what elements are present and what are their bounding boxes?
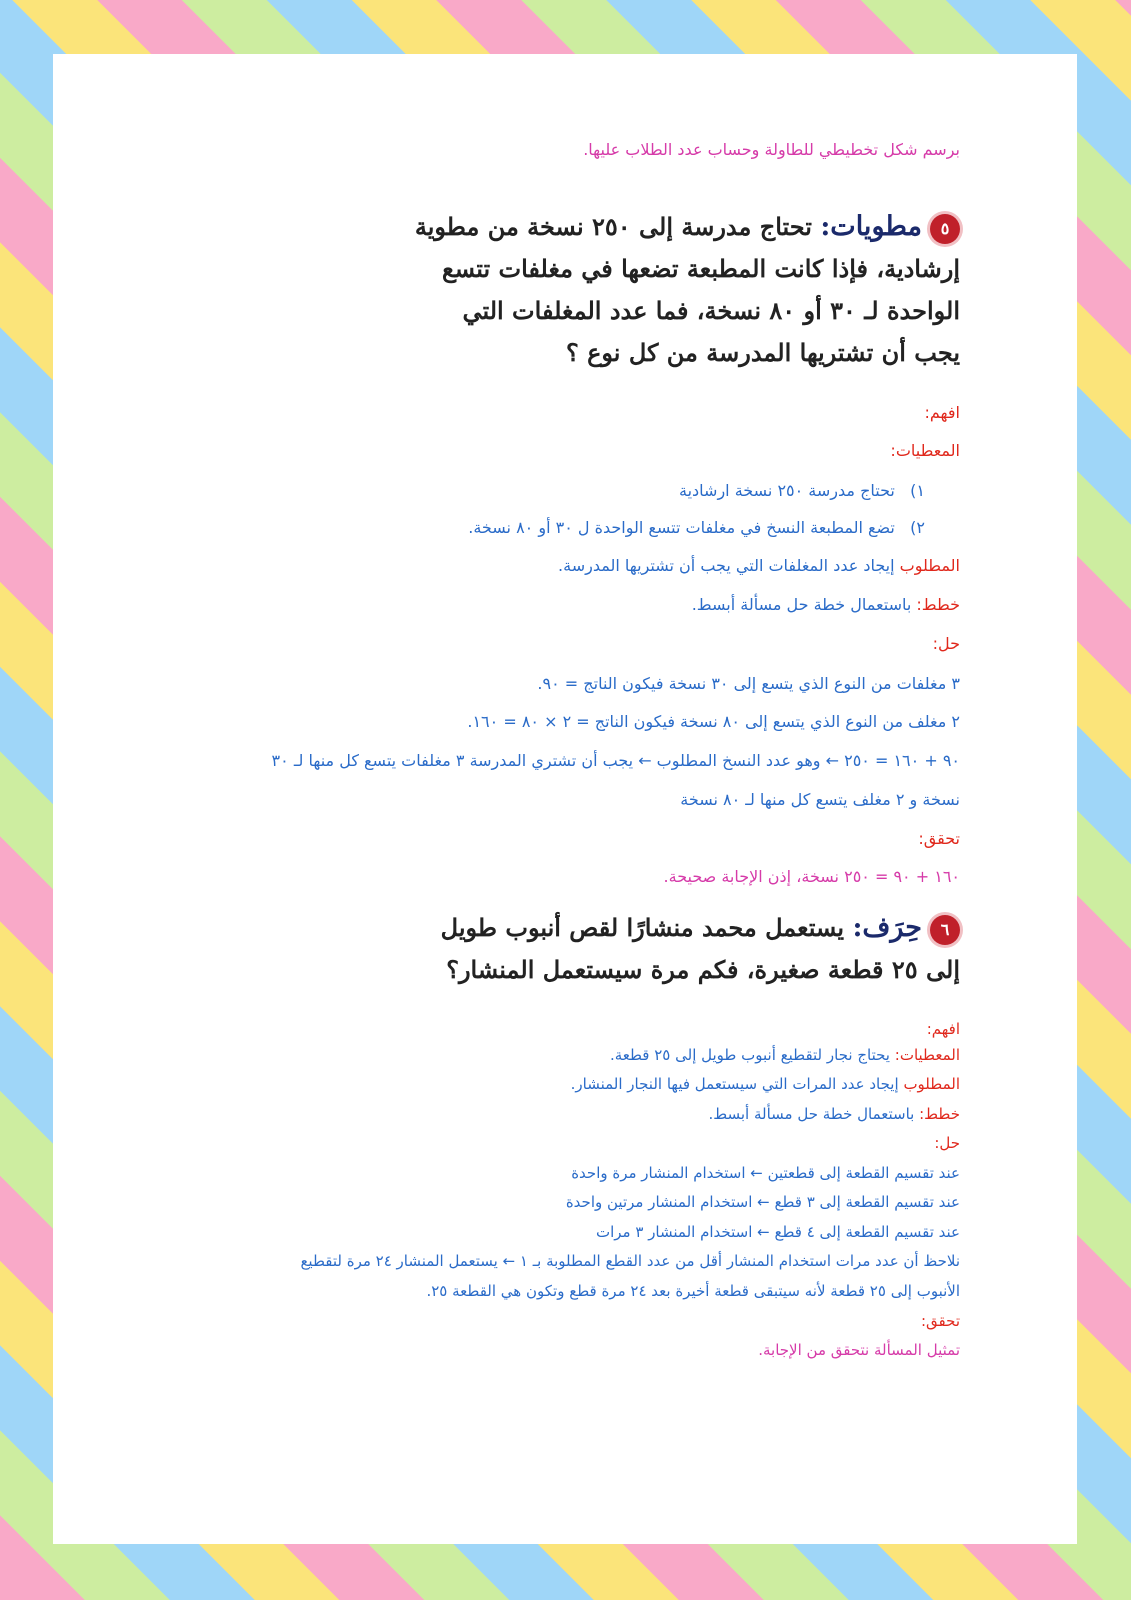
solve-line-6-1: عند تقسيم القطعة إلى قطعتين ← استخدام المنشار مرة واحدة (571, 1164, 960, 1182)
problem-5-line-1: ٥مطويات: تحتاج مدرسة إلى ٢٥٠ نسخة من مطوية (415, 206, 960, 248)
solve-line-6-4: نلاحظ أن عدد مرات استخدام المنشار أقل من عدد القطع المطلوبة بـ ١ ← يستعمل المنشار ٢٤ مرة لتقطيع (300, 1252, 960, 1270)
givens-line-6: المعطيات: يحتاج نجار لتقطيع أنبوب طويل إلى ٢٥ قطعة. (609, 1046, 960, 1064)
problem-6-number: ٦ (930, 915, 960, 945)
intro-line: برسم شكل تخطيطي للطاولة وحساب عدد الطلاب عليها. (583, 140, 960, 159)
problem-5-keyword: مطويات: (820, 211, 922, 242)
problem-6 (441, 907, 960, 991)
plan-line-6: خطط: باستعمال خطة حل مسألة أبسط. (708, 1105, 960, 1123)
understand-label-6: افهم: (926, 1020, 960, 1038)
solve-line-5-1: ٣ مغلفات من النوع الذي يتسع إلى ٣٠ نسخة فيكون الناتج = ٩٠. (537, 674, 960, 693)
solve-line-5-3: ٩٠ + ١٦٠ = ٢٥٠ ← وهو عدد النسخ المطلوب ← يجب أن تشتري المدرسة ٣ مغلفات يتسع كل منها لـ ٣٠ (271, 751, 960, 770)
problem-5-number: ٥ (930, 214, 960, 244)
problem-6-line-1: ٦حِرَف: يستعمل محمد منشارًا لقص أنبوب طويل (441, 907, 960, 949)
check-text-6: تمثيل المسألة نتحقق من الإجابة. (758, 1341, 960, 1359)
problem-5-line-3: الواحدة لـ ٣٠ أو ٨٠ نسخة، فما عدد المغلفات التي (462, 296, 960, 325)
required-line-5: المطلوب إيجاد عدد المغلفات التي يجب أن تشتريها المدرسة. (558, 556, 960, 575)
problem-5-line-4: يجب أن تشتريها المدرسة من كل نوع ؟ (565, 338, 960, 367)
solve-line-6-3: عند تقسيم القطعة إلى ٤ قطع ← استخدام المنشار ٣ مرات (595, 1223, 960, 1241)
solve-label-5: حل: (932, 634, 960, 653)
solve-label-6: حل: (934, 1134, 960, 1152)
given-item-1: ١) تحتاج مدرسة ٢٥٠ نسخة ارشادية (679, 481, 925, 500)
check-label-5: تحقق: (918, 829, 960, 848)
solve-line-6-5: الأنبوب إلى ٢٥ قطعة لأنه سيتبقى قطعة أخيرة بعد ٢٤ مرة قطع وتكون هي القطعة ٢٥. (426, 1282, 960, 1300)
problem-6-keyword: حِرَف: (852, 912, 922, 943)
required-line-6: المطلوب إيجاد عدد المرات التي سيستعمل فيها النجار المنشار. (570, 1075, 960, 1093)
problem-5 (415, 206, 960, 374)
problem-5-line-2: إرشادية، فإذا كانت المطبعة تضعها في مغلفات تتسع (442, 254, 960, 283)
solve-line-5-2: ٢ مغلف من النوع الذي يتسع إلى ٨٠ نسخة فيكون الناتج = ٢ × ٨٠ = ١٦٠. (467, 712, 960, 731)
givens-label-5: المعطيات: (890, 441, 960, 460)
plan-line-5: خطط: باستعمال خطة حل مسألة أبسط. (691, 595, 960, 614)
solve-line-5-4: نسخة و ٢ مغلف يتسع كل منها لـ ٨٠ نسخة (680, 790, 960, 809)
solve-line-6-2: عند تقسيم القطعة إلى ٣ قطع ← استخدام المنشار مرتين واحدة (565, 1193, 960, 1211)
worksheet-page (53, 54, 1077, 1544)
given-item-2: ٢) تضع المطبعة النسخ في مغلفات تتسع الواحدة ل ٣٠ أو ٨٠ نسخة. (468, 518, 925, 537)
problem-6-line-2: إلى ٢٥ قطعة صغيرة، فكم مرة سيستعمل المنشار؟ (446, 955, 960, 984)
check-text-5: ١٦٠ + ٩٠ = ٢٥٠ نسخة، إذن الإجابة صحيحة. (663, 867, 960, 886)
understand-label-5: افهم: (924, 403, 960, 422)
check-label-6: تحقق: (920, 1312, 960, 1330)
